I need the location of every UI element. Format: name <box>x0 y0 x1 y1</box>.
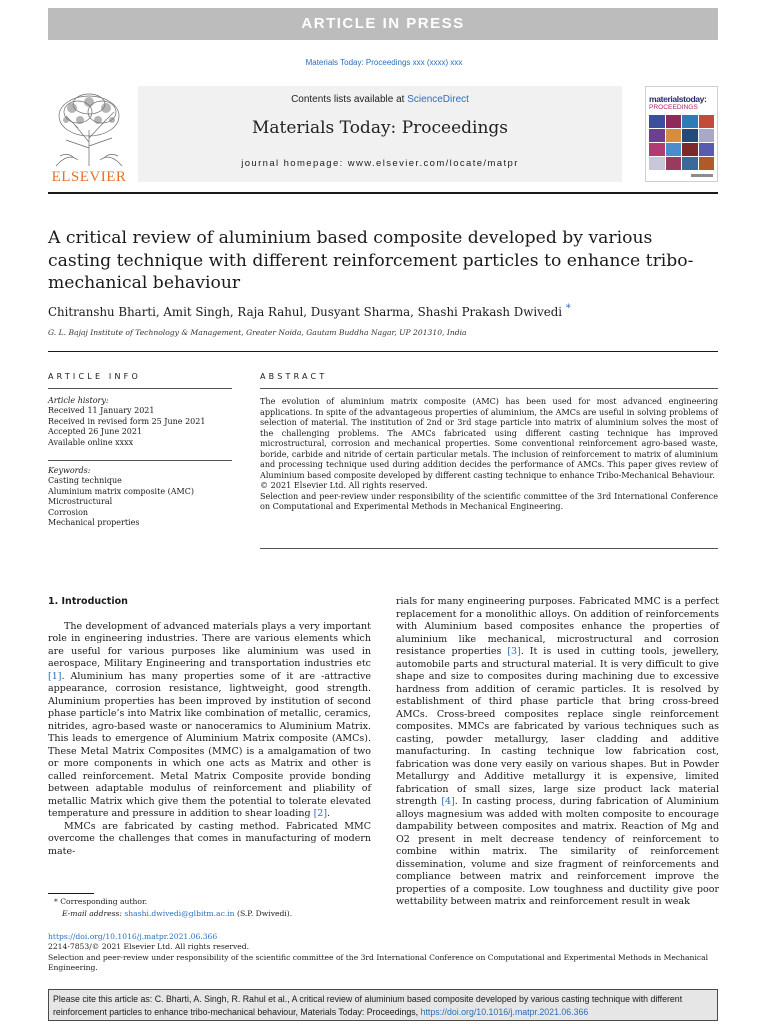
history-revised: Received in revised form 25 June 2021 <box>48 416 206 426</box>
abstract-copyright: © 2021 Elsevier Ltd. All rights reserved. <box>260 480 428 490</box>
publication-info <box>48 932 718 973</box>
author-list <box>48 303 718 319</box>
cover-footer-mark <box>691 174 713 177</box>
reference-link-2[interactable]: [2] <box>313 808 328 819</box>
footnote-mark: * <box>54 897 58 906</box>
history-received: Received 11 January 2021 <box>48 406 155 416</box>
citation-doi-link[interactable]: https://doi.org/10.1016/j.matpr.2021.06.366 <box>420 1006 589 1017</box>
keywords-rule <box>48 460 232 461</box>
journal-reference-link[interactable]: Materials Today: Proceedings xxx (xxxx) xxx <box>305 58 463 67</box>
keyword-item: Casting technique <box>48 476 122 486</box>
footnote-rule <box>48 893 94 894</box>
corresponding-author-mark[interactable]: * <box>565 303 571 314</box>
email-label: E-mail address: <box>62 908 125 918</box>
reference-link-3[interactable]: [3] <box>507 646 521 657</box>
abstract-peer-review: Selection and peer-review under responsibility of the scientific committee of the 3rd International Conference on Computational and Experimental Methods in Mechanical Engineering. <box>260 490 718 511</box>
keywords-label: Keywords: <box>48 466 91 475</box>
article-title: A critical review of aluminium based composite developed by various casting technique with different reinforcement particles to enhance tribo-mechanical behaviour <box>48 228 694 293</box>
journal-homepage[interactable]: journal homepage: www.elsevier.com/locate/matpr <box>241 158 519 169</box>
intro-paragraph-2-continued: rials for many engineering purposes. Fabricated MMC is a perfect replacement for a monolithic alloys. On addition of reinforcements with Aluminium based composites enhance the properties of aluminium like mechanical, microstructural and corrosion resistance properties [3]. It is used in cutting tools, jewellery, automobile parts and structural material. It is very difficult to give shape and size to composites during machining due to excessive hardness from addition of ceramic particles. It is resolved by establishment of third phase particle that bring cross-breed AMCs. Cross-breed composites replace single reinforcement composites. MMCs are fabricated by various techniques such as casting, powder metallurgy, laser cladding and additive manufacturing. In casting technique low fabrication cost, fabrication was done very easily on various shapes. But in Powder Metallurgy and Additive metallurgy it is expensive, limited fabrication of small sizes, large size product lack material strength [4]. In casting process, during fabrication of Aluminium alloys magnesium was added with molten composite to encourage dampability between composites and matrix. Reaction of Mg and O2 present in melt decrease tendency of reinforcement to combine within matrix. The similarity of reinforcement dissemination, volume and size fragment of reinforcements and compliance between matrix and reinforcement improve the properties of a composite. Low toughness and ductility give poor wettability between matrix and reinforcement result in weak <box>396 596 719 907</box>
email-suffix: (S.P. Dwivedi). <box>234 908 293 918</box>
intro-paragraph-2: MMCs are fabricated by casting method. Fabricated MMC overcome the challenges that comes in manufacturing of modern mate- <box>48 820 371 857</box>
cover-title: materialstoday: <box>649 94 707 104</box>
journal-name: Materials Today: Proceedings <box>251 118 509 138</box>
article-history-label: Article history: <box>48 396 109 405</box>
body-column-right <box>396 596 719 909</box>
article-history <box>48 396 232 448</box>
elsevier-wordmark: ELSEVIER <box>51 169 127 185</box>
body-column-left <box>48 596 371 858</box>
elsevier-logo[interactable] <box>48 90 130 185</box>
title-rule <box>48 351 718 352</box>
citation-text: Please cite this article as: C. Bharti, A. Singh, R. Rahul et al., A critical review of aluminium based composite developed by various casting technique with different reinforcement particles to enhance tribo-mechanical behaviour, Materials Today: Proceedings, <box>53 994 683 1017</box>
abstract-bottom-rule <box>260 548 718 549</box>
abstract-paragraph: The evolution of aluminium matrix composite (AMC) has been used for most advanced engineering applications. In spite of the advantageous properties of aluminium, the AMCs are useful in solving problems of selection of material. The institution of 2nd or 3rd stage particle into matrix of aluminium solves the most of the challenging problems. The AMCs fabricated using different casting technique has improved microstructural, corrosion and mechanical properties. Some conventional reinforcement agro-based waste, boride, carbide and nitride of certain particular metals. The inclusion of reinforcement to matrix of aluminium and processing technique used during addition decides the performance of AMCs. This paper gives review of Aluminium based composite developed by different casting technique to enhance Tribo-Mechanical Behaviour. <box>260 396 718 480</box>
keyword-item: Aluminium matrix composite (AMC) <box>48 486 194 496</box>
section-heading-introduction: 1. Introduction <box>48 596 128 607</box>
reference-link-4[interactable]: [4] <box>441 796 455 807</box>
history-online: Available online xxxx <box>48 437 134 447</box>
abstract-rule <box>260 388 718 389</box>
elsevier-tree-icon <box>48 90 130 168</box>
cover-image-grid <box>649 115 714 170</box>
history-accepted: Accepted 26 June 2021 <box>48 427 143 437</box>
keyword-item: Mechanical properties <box>48 518 140 528</box>
article-in-press-banner: ARTICLE IN PRESS <box>48 8 718 40</box>
journal-masthead <box>138 86 622 182</box>
intro-paragraph-1: The development of advanced materials plays a very important role in engineering industries. There are various elements which are useful for various purposes like aluminium was used in aerospace, Military Engineering and transportation industries etc [1]. Aluminium has many properties some of it are -attractive appearance, corrosion resistance, lightweight, good strength. Aluminium properties has been improved by institution of second phase particle’s into Matrix like combination of metallic, ceramics, nitrides, agro-based waste or nanoceramics to Aluminium Matrix. This leads to emergence of Aluminium Matrix composite (AMCs). These Metal Matrix Composites (MMC) is a amalgamation of two or more components in which one acts as Matrix and other is called reinforcement. Metal Matrix Composite provide bonding between adaptable modulus of reinforcement and pliability of metallic Matrix which give them the potential to tolerate elevated temperature and pressure in addition to shear loading [2]. <box>48 620 371 819</box>
abstract-heading: ABSTRACT <box>260 372 328 381</box>
footnote-corresponding: Corresponding author. <box>60 897 148 906</box>
keyword-item: Corrosion <box>48 507 89 517</box>
contents-prefix: Contents lists available at <box>291 94 408 105</box>
keyword-item: Microstructural <box>48 497 113 507</box>
header-rule <box>48 192 718 194</box>
journal-cover-thumbnail[interactable] <box>645 86 718 182</box>
author-names: Chitranshu Bharti, Amit Singh, Raja Rahul, Dusyant Sharma, Shashi Prakash Dwivedi <box>48 304 563 319</box>
abstract-body <box>260 396 718 512</box>
doi-link[interactable]: https://doi.org/10.1016/j.matpr.2021.06.366 <box>48 932 218 941</box>
article-info-heading: ARTICLE INFO <box>48 372 141 381</box>
citation-box <box>48 989 718 1021</box>
keywords <box>48 466 232 528</box>
corresponding-author-footnote <box>48 896 371 919</box>
issn-copyright: 2214-7853/© 2021 Elsevier Ltd. All rights reserved. <box>48 942 250 952</box>
article-info-rule <box>48 388 232 389</box>
author-email-link[interactable]: shashi.dwivedi@glbitm.ac.in <box>124 908 235 918</box>
affiliation: G. L. Bajaj Institute of Technology & Management, Greater Noida, Gautam Buddha Nagar, UP 201310, India <box>48 328 467 337</box>
contents-line <box>138 94 622 105</box>
reference-link-1[interactable]: [1] <box>48 670 62 682</box>
cover-subtitle: PROCEEDINGS <box>649 104 698 111</box>
bottom-peer-review: Selection and peer-review under responsibility of the scientific committee of the 3rd International Conference on Computational and Experimental Methods in Mechanical Engineering. <box>48 952 709 972</box>
sciencedirect-link[interactable]: ScienceDirect <box>407 94 469 105</box>
